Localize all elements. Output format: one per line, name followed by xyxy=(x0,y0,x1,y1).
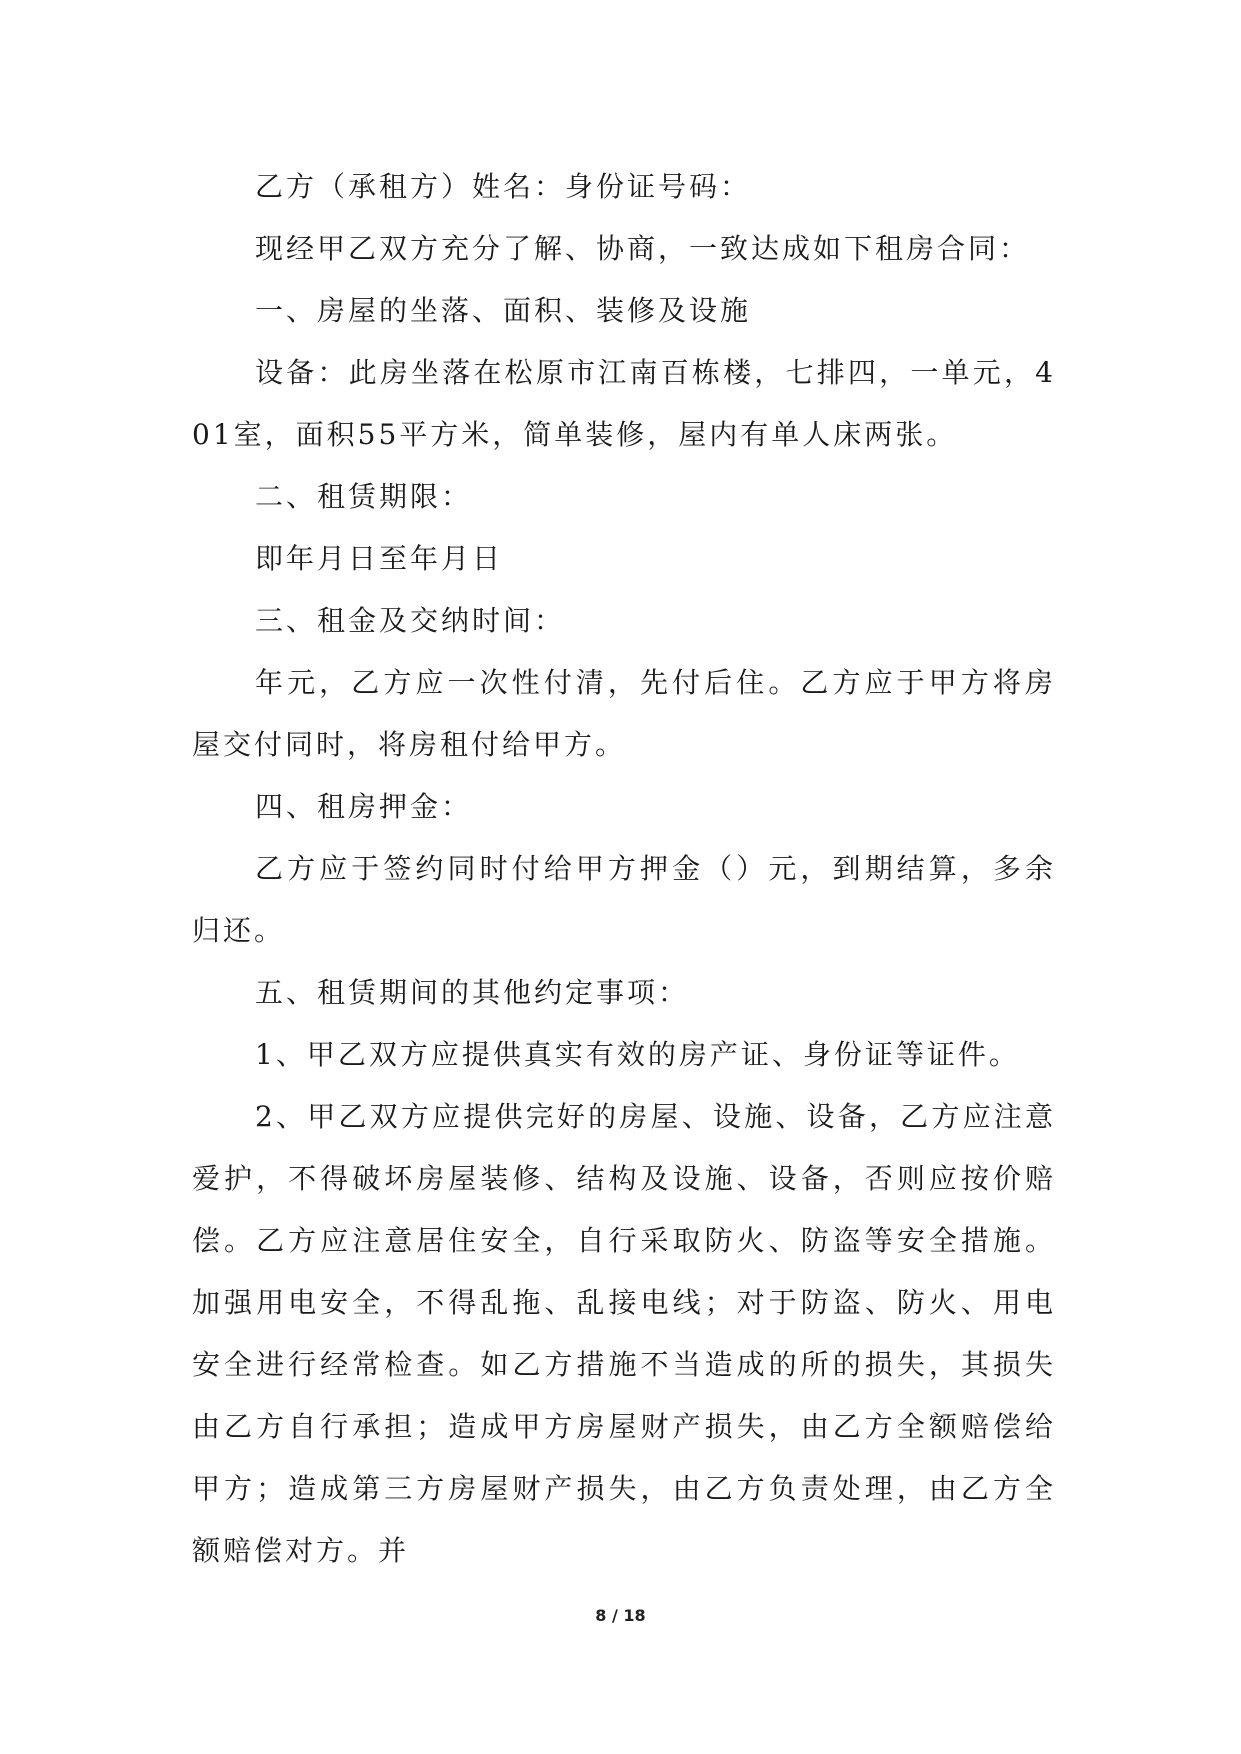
paragraph-clause-1: 1、甲乙双方应提供真实有效的房产证、身份证等证件。 xyxy=(255,1038,1020,1071)
paragraph-rent: 年元，乙方应一次性付清，先付后住。乙方应于甲方将房屋交付同时，将房租付给甲方。 xyxy=(192,666,1056,761)
paragraph-house-details: 设备：此房坐落在松原市江南百栋楼，七排四，一单元，401室，面积55平方米，简单装修，屋内有单人床两张。 xyxy=(192,356,1056,451)
section-heading-term: 二、租赁期限： xyxy=(255,480,473,513)
document-body xyxy=(192,156,1056,1582)
paragraph-tenant-info: 乙方（承租方）姓名：身份证号码： xyxy=(255,170,752,203)
paragraph-clause-2: 2、甲乙双方应提供完好的房屋、设施、设备，乙方应注意爱护，不得破坏房屋装修、结构及设施、设备，否则应按价赔偿。乙方应注意居住安全，自行采取防火、防盗等安全措施。加强用电安全，不得乱拖、乱接电线；对于防盗、防火、用电安全进行经常检查。如乙方措施不当造成的所的损失，其损失由乙方自行承担；造成甲方房屋财产损失，由乙方全额赔偿给甲方；造成第三方房屋财产损失，由乙方负责处理，由乙方全额赔偿对方。并 xyxy=(192,1100,1056,1567)
page-number: 8 / 18 xyxy=(595,1606,646,1625)
paragraph-term: 即年月日至年月日 xyxy=(255,542,504,575)
section-heading-deposit: 四、租房押金： xyxy=(255,790,473,823)
section-heading-rent: 三、租金及交纳时间： xyxy=(255,604,566,637)
section-heading-house: 一、房屋的坐落、面积、装修及设施 xyxy=(255,294,752,327)
paragraph-agreement-intro: 现经甲乙双方充分了解、协商，一致达成如下租房合同： xyxy=(255,232,1031,265)
paragraph-deposit: 乙方应于签约同时付给甲方押金（）元，到期结算，多余归还。 xyxy=(192,852,1056,947)
section-heading-other: 五、租赁期间的其他约定事项： xyxy=(255,976,690,1009)
